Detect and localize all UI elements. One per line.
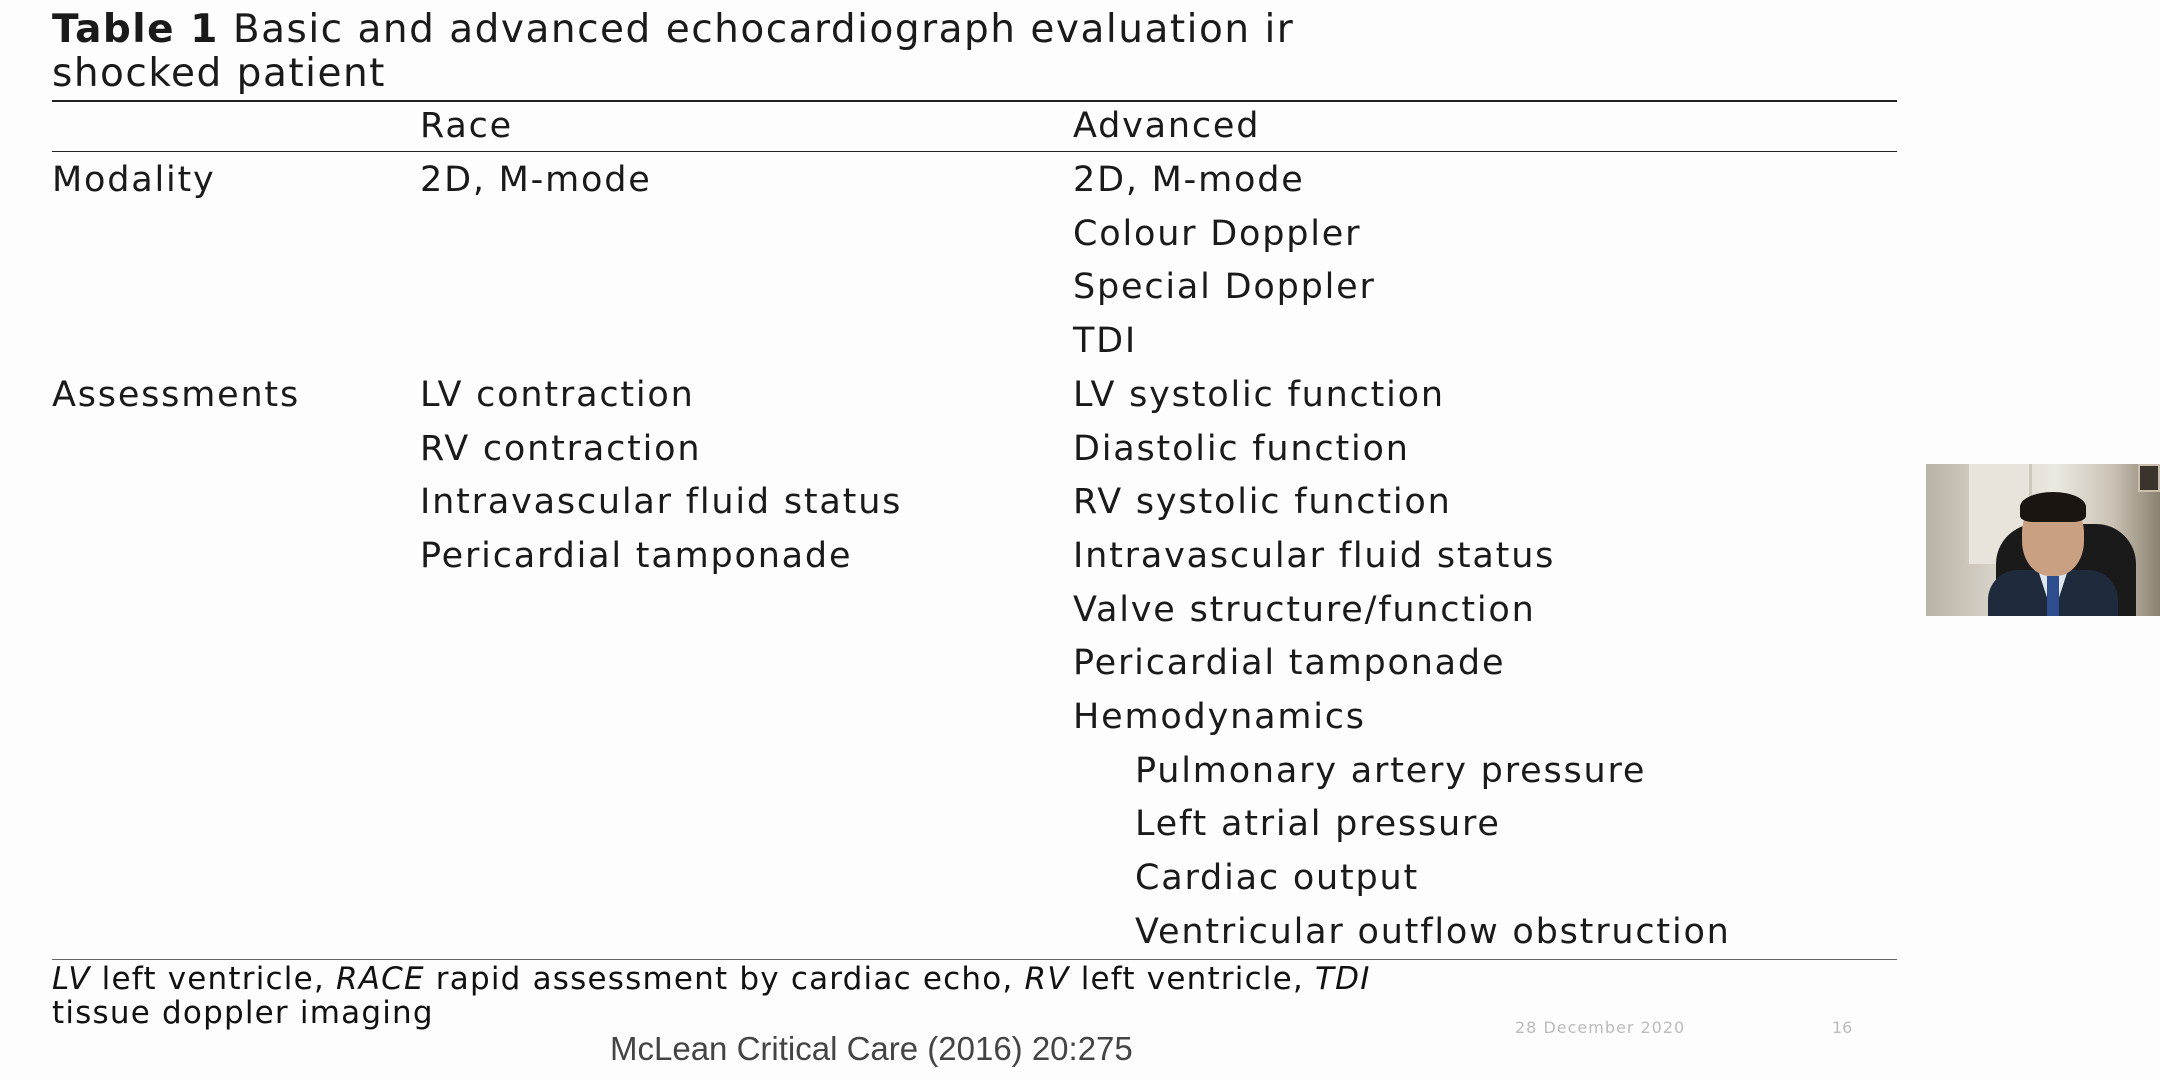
video-picture-frame xyxy=(2138,464,2160,492)
slide-date: 28 December 2020 xyxy=(1515,1018,1686,1037)
table-label: Table 1 xyxy=(52,7,219,52)
presenter-tie xyxy=(2047,576,2059,616)
row-advanced-cell: RV systolic function xyxy=(1073,482,1452,522)
presenter-video-tile[interactable] xyxy=(1926,464,2160,616)
row-advanced-cell: Valve structure/function xyxy=(1073,590,1536,630)
row-advanced-cell: 2D, M-mode xyxy=(1073,160,1305,200)
table-title xyxy=(52,8,1902,96)
row-advanced-cell: Left atrial pressure xyxy=(1135,804,1501,844)
row-advanced-cell: Intravascular fluid status xyxy=(1073,536,1556,576)
footnote-tdi-abbr: TDI xyxy=(1315,961,1371,997)
row-race-cell: Intravascular fluid status xyxy=(420,482,903,522)
column-header-race: Race xyxy=(420,106,513,146)
table-title-text: Basic and advanced echocardiograph evaluation ir xyxy=(232,7,1295,52)
row-advanced-cell: Cardiac output xyxy=(1135,858,1420,898)
column-header-advanced: Advanced xyxy=(1073,106,1261,146)
row-advanced-cell: Special Doppler xyxy=(1073,267,1376,307)
row-category: Modality xyxy=(52,160,216,200)
table-top-rule xyxy=(52,100,1897,102)
footnote-rv-abbr: RV xyxy=(1024,961,1070,997)
row-advanced-cell: Ventricular outflow obstruction xyxy=(1135,912,1731,952)
footnote-tdi-def: tissue doppler imaging xyxy=(52,995,434,1031)
presenter-hair xyxy=(2020,492,2086,522)
row-advanced-cell: Colour Doppler xyxy=(1073,214,1362,254)
row-race-cell: Pericardial tamponade xyxy=(420,536,853,576)
row-race-cell: 2D, M-mode xyxy=(420,160,652,200)
row-advanced-cell: Pulmonary artery pressure xyxy=(1135,751,1647,791)
table-bottom-rule xyxy=(52,959,1897,960)
row-advanced-cell: Pericardial tamponade xyxy=(1073,643,1506,683)
row-advanced-cell: LV systolic function xyxy=(1073,375,1445,415)
slide-number: 16 xyxy=(1832,1018,1853,1037)
footnote-lv-abbr: LV xyxy=(52,961,91,997)
row-advanced-cell: Diastolic function xyxy=(1073,429,1410,469)
row-advanced-cell: TDI xyxy=(1073,321,1138,361)
row-category: Assessments xyxy=(52,375,300,415)
row-advanced-cell: Hemodynamics xyxy=(1073,697,1366,737)
row-race-cell: LV contraction xyxy=(420,375,695,415)
footnote-rv-def: left ventricle, xyxy=(1069,961,1316,997)
footnote-lv-def: left ventricle, xyxy=(90,961,336,997)
footnote-race-def: rapid assessment by cardiac echo, xyxy=(424,961,1025,997)
table-header-rule xyxy=(52,151,1897,152)
footnote-race-abbr: RACE xyxy=(335,961,425,997)
table-title-line2: shocked patient xyxy=(52,51,386,96)
citation: McLean Critical Care (2016) 20:275 xyxy=(610,1030,1133,1067)
row-race-cell: RV contraction xyxy=(420,429,702,469)
